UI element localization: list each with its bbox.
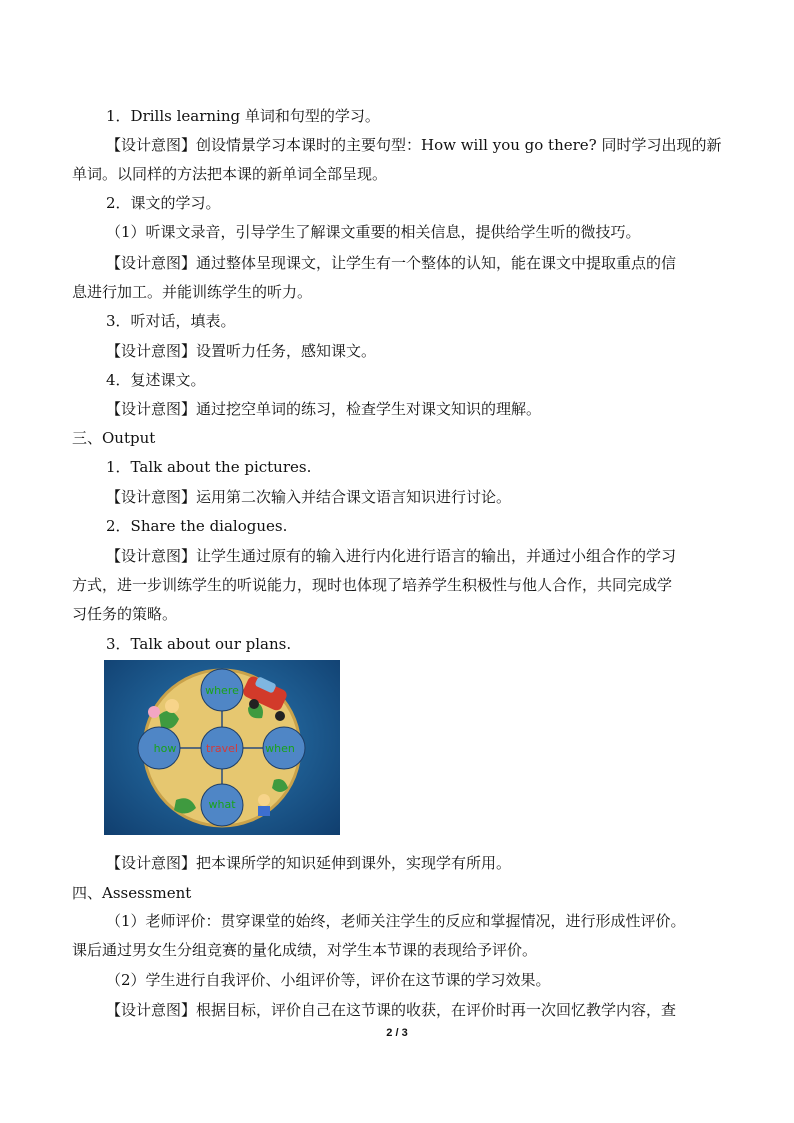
design-intent-8: 【设计意图】根据目标，评价自己在这节课的收获，在评价时再一次回忆教学内容，查 <box>106 1001 677 1019</box>
text-learning-heading: 2．课文的学习。 <box>106 194 221 212</box>
travel-mind-map-image <box>104 660 340 835</box>
design-intent-2-cont: 息进行加工。并能训练学生的听力。 <box>72 283 313 301</box>
student-evaluation-item: （2）学生进行自我评价、小组评价等，评价在这节课的学习效果。 <box>106 971 551 989</box>
share-dialogues-heading: 2．Share the dialogues. <box>106 517 288 535</box>
teacher-evaluation-cont: 课后通过男女生分组竞赛的量化成绩，对学生本节课的表现给予评价。 <box>72 941 538 959</box>
design-intent-6-cont-2: 习任务的策略。 <box>72 605 178 623</box>
teacher-evaluation-item: （1）老师评价：贯穿课堂的始终，老师关注学生的反应和掌握情况，进行形成性评价。 <box>106 912 686 930</box>
design-intent-2: 【设计意图】通过整体呈现课文，让学生有一个整体的认知，能在课文中提取重点的信 <box>106 254 677 272</box>
assessment-section-heading: 四、Assessment <box>72 884 192 902</box>
page-number: 2 / 3 <box>386 1027 408 1039</box>
node-how-label: how <box>153 742 177 755</box>
design-intent-6: 【设计意图】让学生通过原有的输入进行内化进行语言的输出，并通过小组合作的学习 <box>106 547 677 565</box>
retell-text-heading: 4．复述课文。 <box>106 371 206 389</box>
drills-learning-heading: 1．Drills learning 单词和句型的学习。 <box>106 107 380 125</box>
design-intent-1-cont: 单词。以同样的方法把本课的新单词全部呈现。 <box>72 165 388 183</box>
design-intent-5: 【设计意图】运用第二次输入并结合课文语言知识进行讨论。 <box>106 488 512 506</box>
listen-recording-item: （1）听课文录音，引导学生了解课文重要的相关信息，提供给学生听的微技巧。 <box>106 223 641 241</box>
listen-fill-table-heading: 3．听对话，填表。 <box>106 312 236 330</box>
node-travel-label: travel <box>206 742 238 755</box>
design-intent-3: 【设计意图】设置听力任务，感知课文。 <box>106 342 377 360</box>
talk-pictures-heading: 1．Talk about the pictures. <box>106 458 312 476</box>
design-intent-7: 【设计意图】把本课所学的知识延伸到课外，实现学有所用。 <box>106 854 512 872</box>
design-intent-6-cont-1: 方式，进一步训练学生的听说能力，现时也体现了培养学生积极性与他人合作，共同完成学 <box>72 576 673 594</box>
design-intent-1: 【设计意图】创设情景学习本课时的主要句型：How will you go there? 同时学习出现的新 <box>106 136 722 154</box>
design-intent-4: 【设计意图】通过挖空单词的练习，检查学生对课文知识的理解。 <box>106 400 542 418</box>
node-when-label: when <box>265 742 295 755</box>
node-what-label: what <box>208 798 236 811</box>
talk-plans-heading: 3．Talk about our plans. <box>106 635 292 653</box>
output-section-heading: 三、Output <box>72 429 156 447</box>
node-where-label: where <box>205 684 239 697</box>
